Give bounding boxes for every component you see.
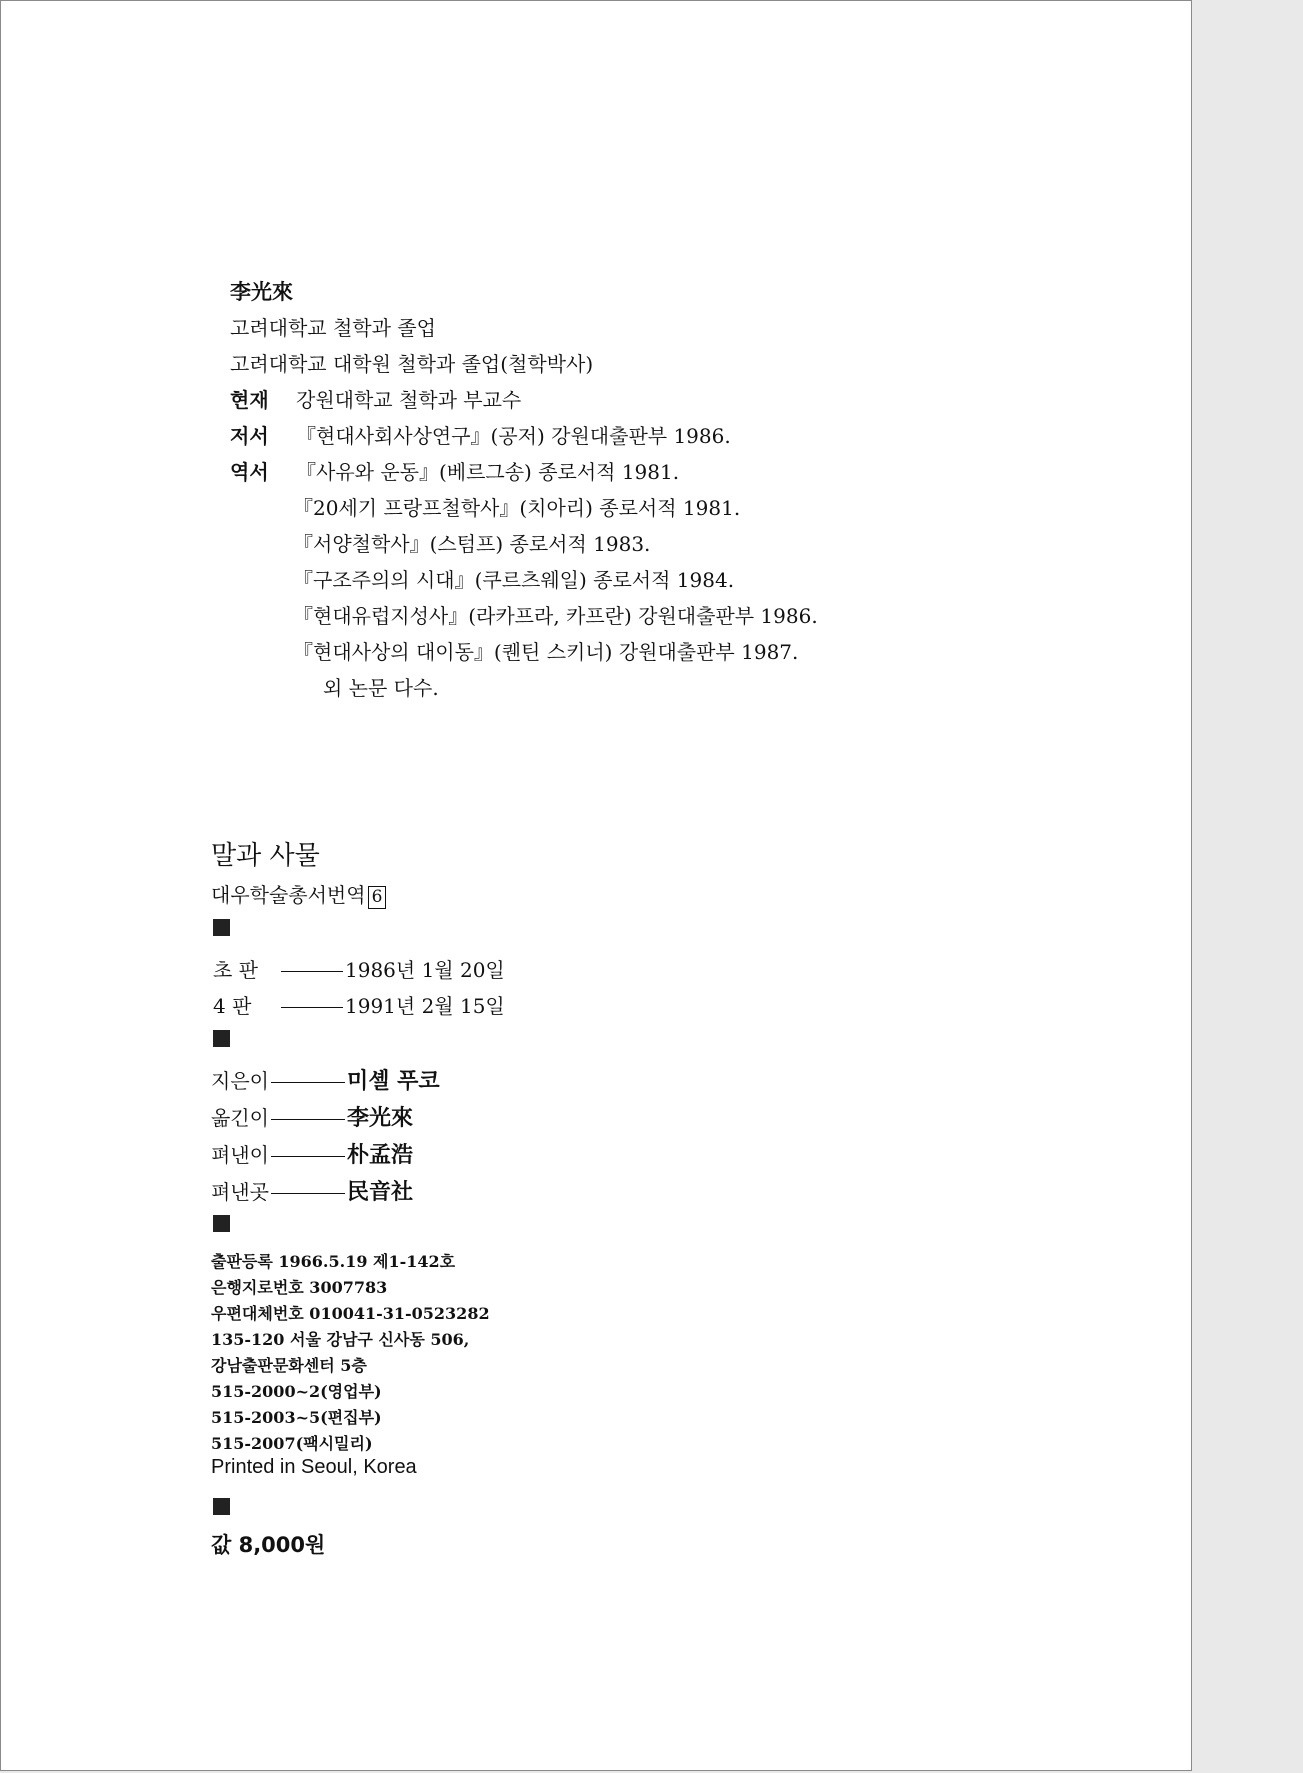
credit-value: 미셸 푸코 (346, 1069, 440, 1094)
price: 값 8,000원 (211, 1533, 326, 1557)
dash-rule (271, 1082, 345, 1083)
bio-current-label: 현재 (230, 388, 269, 412)
printed-in: Printed in Seoul, Korea (211, 1456, 417, 1478)
info-registration: 출판등록 1966.5.19 제1-142호 (211, 1252, 456, 1271)
credit-label: 펴낸곳 (211, 1180, 269, 1204)
credit-value: 民音社 (346, 1180, 413, 1205)
bio-current-value: 강원대학교 철학과 부교수 (296, 388, 522, 412)
dash-rule (271, 1119, 345, 1120)
section-square-icon (213, 919, 230, 936)
dash-rule (281, 1007, 343, 1008)
bio-author-value: 『현대사회사상연구』(공저) 강원대출판부 1986. (296, 424, 731, 448)
section-square-icon (213, 1215, 230, 1232)
bio-translation-item: 『사유와 운동』(베르그송) 종로서적 1981. (296, 460, 680, 484)
bio-translation-item: 『현대유럽지성사』(라카프라, 카프란) 강원대출판부 1986. (293, 604, 818, 628)
translator-name: 李光來 (230, 279, 293, 304)
book-title: 말과 사물 (211, 841, 320, 871)
bio-translation-item: 『현대사상의 대이동』(퀜틴 스키너) 강원대출판부 1987. (293, 640, 799, 664)
bio-trans-label: 역서 (230, 460, 269, 484)
credit-author (211, 1064, 440, 1095)
credit-translator (211, 1101, 413, 1132)
bio-translations (230, 456, 679, 485)
info-phone-editorial: 515-2003~5(편집부) (211, 1408, 382, 1427)
credit-label: 펴낸이 (211, 1143, 269, 1167)
edition-date: 1991년 2월 15일 (345, 994, 505, 1018)
credit-label: 옮긴이 (211, 1106, 269, 1130)
info-address: 135-120 서울 강남구 신사동 506, (211, 1330, 470, 1349)
credit-press (211, 1175, 413, 1206)
bio-others: 외 논문 다수. (323, 676, 439, 700)
dash-rule (271, 1193, 345, 1194)
credit-value: 李光來 (346, 1106, 413, 1131)
section-square-icon (213, 1030, 230, 1047)
info-bank-giro: 은행지로번호 3007783 (211, 1278, 388, 1297)
edition-label: 초 판 (213, 958, 258, 982)
bio-translation-item: 『구조주의의 시대』(쿠르츠웨일) 종로서적 1984. (293, 568, 735, 592)
info-postal-transfer: 우편대체번호 010041-31-0523282 (211, 1304, 490, 1323)
series-number: 6 (368, 886, 387, 909)
edition-label: 4 판 (213, 994, 252, 1018)
bio-author-label: 저서 (230, 424, 269, 448)
series-line (211, 879, 386, 909)
bio-translation-item: 『20세기 프랑프철학사』(치아리) 종로서적 1981. (293, 496, 741, 520)
edition-date: 1986년 1월 20일 (345, 958, 505, 982)
edition-line (213, 990, 505, 1019)
info-fax: 515-2007(팩시밀리) (211, 1434, 373, 1453)
section-square-icon (213, 1498, 230, 1515)
dash-rule (281, 971, 343, 972)
info-address-building: 강남출판문화센터 5층 (211, 1356, 367, 1375)
bio-author (230, 420, 731, 449)
info-phone-sales: 515-2000~2(영업부) (211, 1382, 382, 1401)
edition-line (213, 954, 505, 983)
bio-education-1: 고려대학교 철학과 졸업 (230, 316, 436, 340)
credit-value: 朴孟浩 (346, 1143, 413, 1168)
bio-education-2: 고려대학교 대학원 철학과 졸업(철학박사) (230, 352, 594, 376)
bio-translation-item: 『서양철학사』(스텀프) 종로서적 1983. (293, 532, 651, 556)
dash-rule (271, 1156, 345, 1157)
credit-publisher (211, 1138, 413, 1169)
series-name: 대우학술총서번역 (211, 883, 366, 907)
bio-current (230, 384, 521, 413)
credit-label: 지은이 (211, 1069, 269, 1093)
